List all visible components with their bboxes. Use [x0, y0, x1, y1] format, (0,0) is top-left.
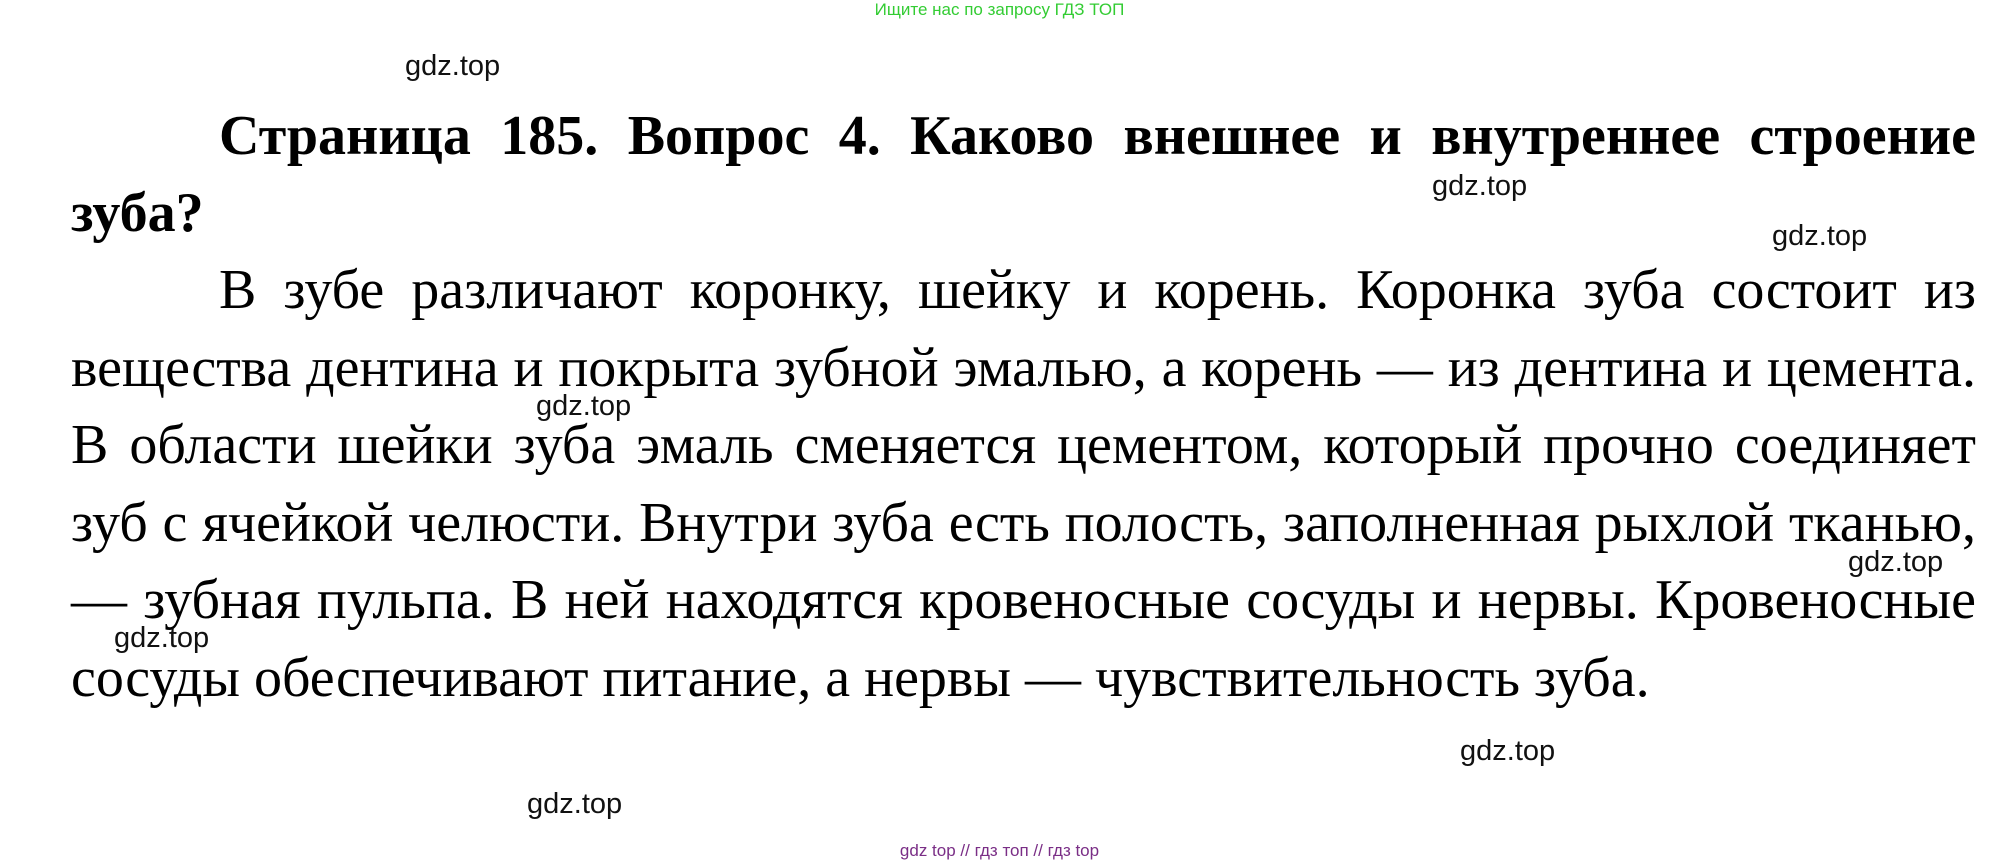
question-heading: Страница 185. Вопрос 4. Каково внешнее и внутреннее строение зуба? [71, 105, 1976, 244]
watermark: gdz.top [114, 622, 210, 654]
watermark: gdz.top [405, 50, 501, 82]
watermark: gdz.top [536, 390, 632, 422]
bottom-banner: gdz top // гдз топ // гдз top [899, 841, 1100, 860]
watermark: gdz.top [1432, 170, 1528, 202]
watermark: gdz.top [527, 788, 623, 820]
watermark: gdz.top [1848, 546, 1944, 578]
document-body [71, 98, 1976, 718]
watermark: gdz.top [1460, 735, 1556, 767]
watermark: gdz.top [1772, 220, 1868, 252]
answer-paragraph: В зубе различают коронку, шейку и корень. Коронка зуба состоит из вещества дентина и покрыта зубной эмалью, а корень — из дентина и цемента. В области шейки зуба эмаль сменяется цементом, который прочно соединяет зуб с ячейкой челюсти. Внутри зуба есть полость, заполненная рыхлой тканью, — зубная пульпа. В ней находятся кровеносные сосуды и нервы. Кровеносные сосуды обеспечивают питание, а нервы — чувствительность зуба. [71, 259, 1976, 709]
top-banner: Ищите нас по запросу ГДЗ ТОП [874, 0, 1125, 19]
